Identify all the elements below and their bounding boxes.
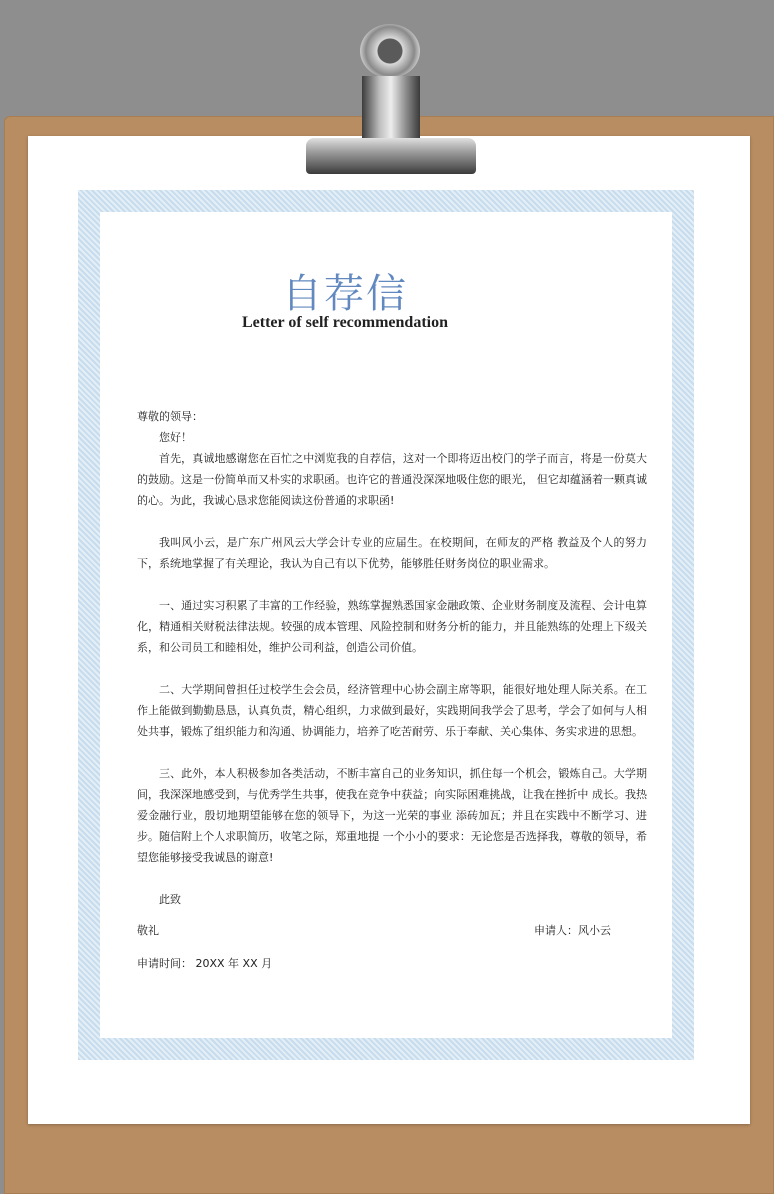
paragraph-self-intro: 我叫风小云，是广东广州风云大学会计专业的应届生。在校期间，在师友的严格 教益及个人的努力下，系统地掌握了有关理论，我认为自己有以下优势，能够胜任财务岗位的职业需求。 <box>137 536 647 570</box>
clip-base-icon <box>306 138 476 174</box>
closing-jingli: 敬礼 <box>137 924 159 937</box>
page-title: 自荐信 <box>282 271 408 317</box>
paragraph-point-2: 二、大学期间曾担任过校学生会会员，经济管理中心协会副主席等职，能很好地处理人际关系。在工作上能做到勤勤恳恳，认真负责，精心组织，力求做到最好，实践期间我学会了思考，学会了如何与人相处共事，锻炼了组织能力和沟通、协调能力，培养了吃苦耐劳、乐于奉献、关心集体、务实求进的思想。 <box>137 683 647 738</box>
paragraph-intro: 首先，真诚地感谢您在百忙之中浏览我的自荐信，这对一个即将迈出校门的学子而言，将是一份莫大的鼓励。这是一份简单而又朴实的求职函。也许它的普通没深深地吸住您的眼光， 但它却蕴涵着一颗真诚的心。为此，我诚心恳求您能阅读这份普通的求职函! <box>137 452 647 507</box>
paragraph-point-1: 一、通过实习积累了丰富的工作经验，熟练掌握熟悉国家金融政策、企业财务制度及流程、会计电算化，精通相关财税法律法规。较强的成本管理、风险控制和财务分析的能力，并且能熟练的处理上下级关系，和公司员工和睦相处，维护公司利益，创造公司价值。 <box>137 599 647 654</box>
binder-clip <box>306 24 476 174</box>
paragraph-point-3: 三、此外，本人积极参加各类活动，不断丰富自己的业务知识，抓住每一个机会，锻炼自己。大学期间，我深深地感受到，与优秀学生共事，使我在竞争中获益；向实际困难挑战，让我在挫折中 成长。我热爱金融行业，殷切地期望能够在您的领导下，为这一光荣的事业 添砖加瓦；并且在实践中不断学习、进步。随信附上个人求职简历，收笔之际，郑重地提 一个小小的要求：无论您是否选择我，尊敬的领导，希望您能够接受我诚恳的谢意! <box>137 767 647 864</box>
applicant-name: 申请人：风小云 <box>534 924 611 937</box>
clip-ring-icon <box>360 24 420 78</box>
letter-body <box>137 406 647 974</box>
letter-page <box>100 212 672 1038</box>
salutation: 尊敬的领导： <box>137 410 203 423</box>
apply-date: 申请时间： 20XX 年 XX 月 <box>137 957 273 970</box>
closing-cizhi: 此致 <box>159 893 181 906</box>
greeting: 您好！ <box>159 431 192 444</box>
signature-row <box>137 920 647 941</box>
page-subtitle: Letter of self recommendation <box>241 314 448 331</box>
